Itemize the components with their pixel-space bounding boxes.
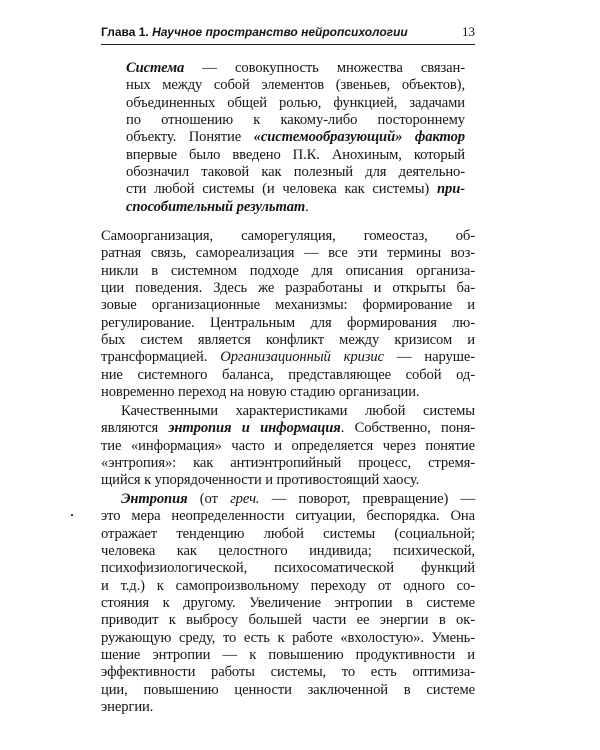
- text-line: являются энтропия и информация. Собственно, поня-: [101, 420, 475, 437]
- definition-box-system: [126, 60, 465, 216]
- text-line: отражает тенденцию любой системы (социальной;: [101, 525, 475, 542]
- text-line: способительный результат.: [126, 198, 309, 215]
- term-entropy-and-information: энтропия и информация: [168, 420, 341, 437]
- definition-system: [126, 60, 465, 216]
- text-line: регулирование. Центральным для формирования лю-: [101, 314, 475, 331]
- text-line: ратная связь, самореализация — все эти термины воз-: [101, 245, 475, 262]
- text-line: ции, повышению ценности заключенной в системе: [101, 681, 475, 698]
- text-line: шение энтропии — к повышению продуктивности и: [101, 647, 475, 664]
- text-line: ружающую среду, то есть к работе «вхолостую». Умень-: [101, 629, 475, 646]
- text-line: Система — совокупность множества связан-: [126, 60, 465, 76]
- text-line: ных между собой элементов (звеньев, объектов),: [126, 77, 465, 94]
- text-line: по отношению к какому-либо постороннему: [126, 112, 465, 129]
- paragraph-self-organization: [101, 228, 475, 401]
- text-line: это мера неопределенности ситуации, беспорядка. Она: [101, 508, 475, 525]
- text-line: объединенных общей ролью, функцией, задачами: [126, 94, 465, 111]
- text-line: ции поведения. Здесь же разработаны и открыты ба-: [101, 280, 475, 297]
- text-line: «энтропия»: как антиэнтропийный процесс, стремя-: [101, 455, 475, 472]
- chapter-number: Глава 1.: [101, 25, 149, 39]
- text-line: зовые организационные механизмы: формирование и: [101, 297, 475, 314]
- term-system: Система: [126, 60, 185, 76]
- text-line: объекту. Понятие «системообразующий» фактор: [126, 129, 465, 146]
- paragraph-entropy-information: [101, 403, 475, 490]
- text-line: новременно переход на новую стадию организации.: [101, 384, 420, 401]
- text-line: приводит к выбросу большей части ее энергии в ок-: [101, 612, 475, 629]
- page-number: 13: [462, 24, 475, 39]
- text-line: Самоорганизация, саморегуляция, гомеостаз, об-: [101, 228, 475, 244]
- text-line: щийся к упорядоченности и противостоящий хаосу.: [101, 472, 420, 489]
- stray-dot: [71, 514, 73, 516]
- term-adaptive-result-part1: при-: [437, 181, 465, 198]
- text-line: Качественными характеристиками любой системы: [121, 403, 475, 419]
- text-line: психофизиологической, психосоматической функций: [101, 560, 475, 577]
- term-entropy: Энтропия: [121, 491, 188, 507]
- text-line: сти любой системы (и человека как системы) при-: [126, 181, 465, 198]
- text-line: энергии.: [101, 699, 154, 716]
- text-line: ние системного баланса, представляющее собой од-: [101, 366, 475, 383]
- term-organizational-crisis: Организационный кризис: [220, 349, 384, 366]
- term-system-forming-factor: «системообразующий» фактор: [253, 129, 465, 146]
- text-line: тие «информация» часто и определяется через понятие: [101, 437, 475, 454]
- text-line: впервые было введено П.К. Анохиным, который: [126, 146, 465, 163]
- text-line: человека как целостного индивида; психической,: [101, 543, 475, 560]
- chapter-title: Научное пространство нейропсихологии: [152, 25, 408, 39]
- text-line: бых систем является конфликт между кризисом и: [101, 332, 475, 349]
- text-line: обозначил таковой как полезный для деятельно-: [126, 164, 465, 181]
- text-line: никли в системном подходе для описания организа-: [101, 262, 475, 279]
- running-header: [101, 22, 475, 45]
- term-adaptive-result-part2: способительный результат: [126, 198, 306, 215]
- text-line: Энтропия (от греч. — поворот, превращение) —: [121, 491, 475, 507]
- text-line: эффективности работы системы, то есть оптимиза-: [101, 664, 475, 681]
- paragraph-entropy-definition: [101, 491, 475, 716]
- text-line: стояния к другому. Увеличение энтропии в системе: [101, 595, 475, 612]
- greek-abbreviation: греч.: [230, 491, 260, 507]
- text-line: и т.д.) к самопроизвольному переходу от одного со-: [101, 577, 475, 594]
- text-line: трансформацией. Организационный кризис — наруше-: [101, 349, 475, 366]
